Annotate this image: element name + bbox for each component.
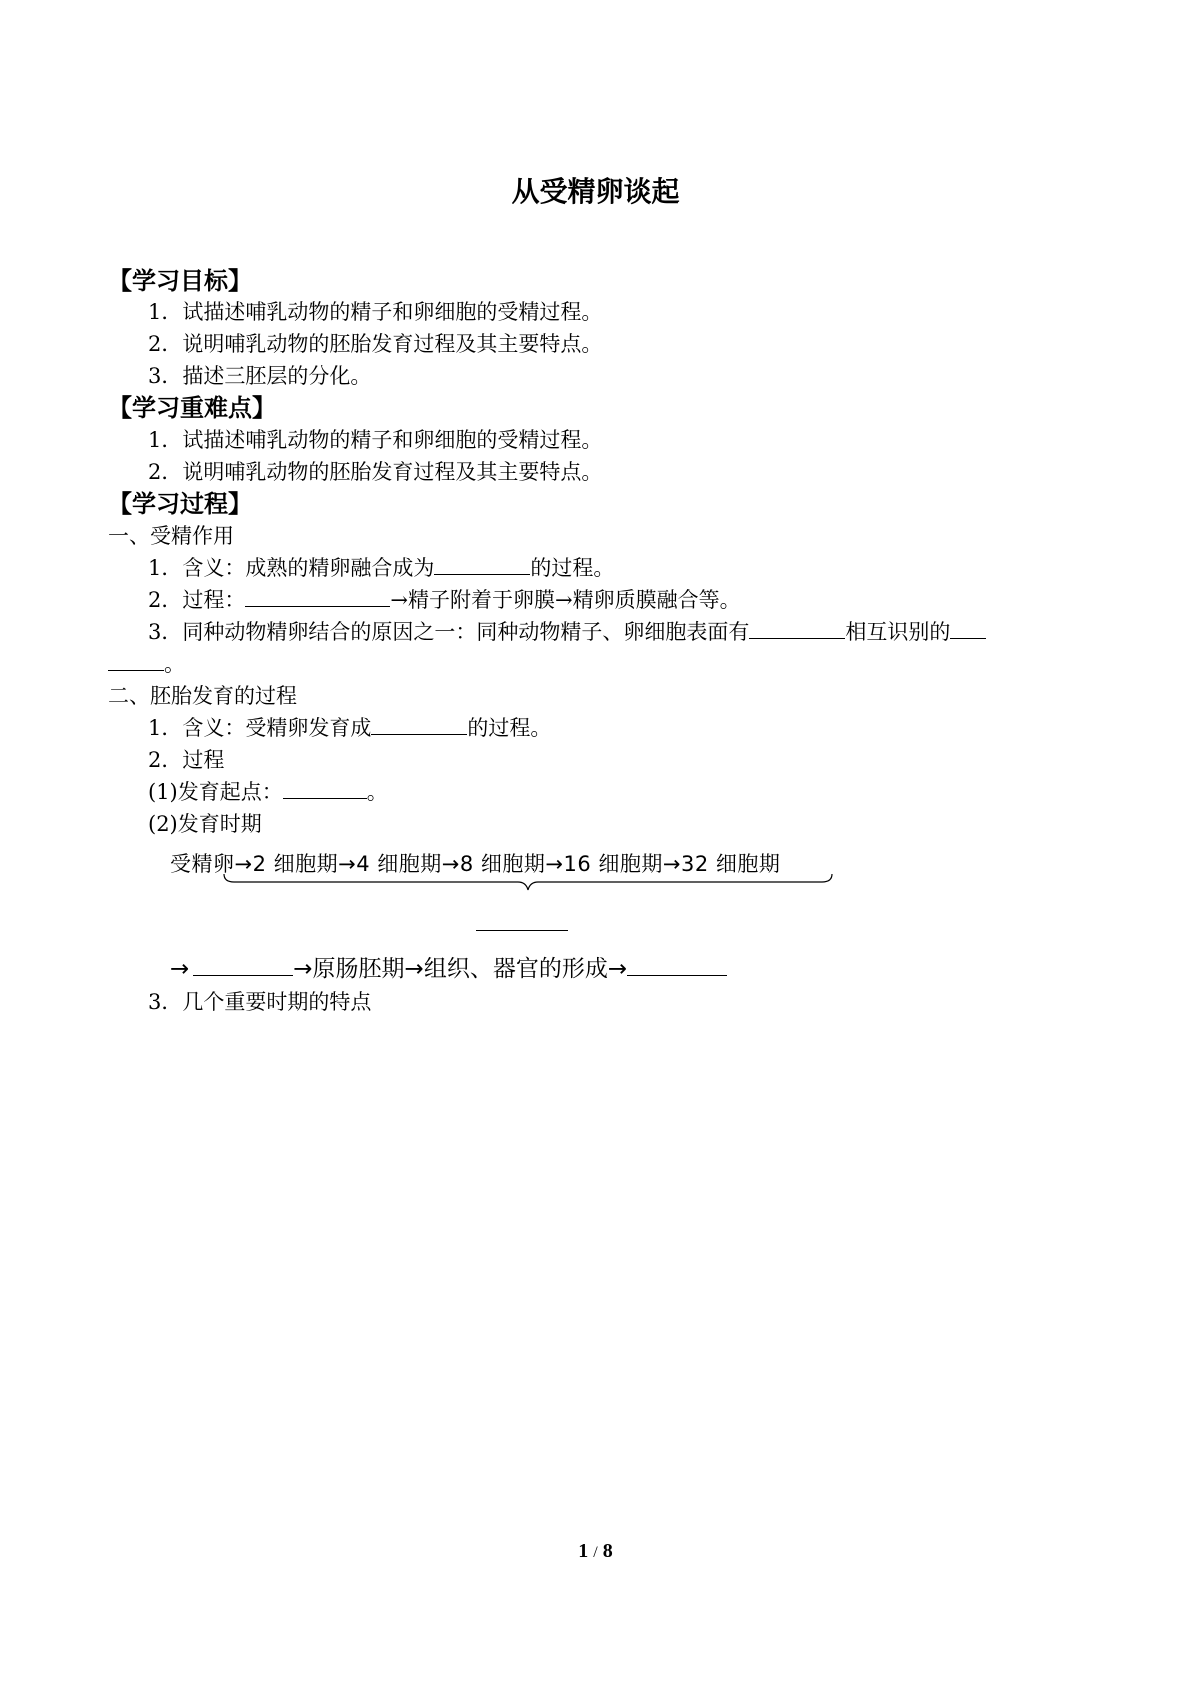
part2-sub-1 [148, 778, 388, 806]
part2-sub-2: (2)发育时期 [148, 812, 262, 836]
answer-blank[interactable] [950, 618, 986, 639]
part2-item-3: 3．几个重要时期的特点 [148, 990, 372, 1014]
key-points-heading: 【学习重难点】 [108, 394, 276, 422]
goals-heading: 【学习目标】 [108, 267, 252, 295]
page-current: 1 [578, 1540, 589, 1562]
part1-heading: 一、受精作用 [108, 524, 234, 548]
goal-item-3: 3．描述三胚层的分化。 [148, 364, 372, 388]
part2-heading: 二、胚胎发育的过程 [108, 684, 297, 708]
part2-sub1-prefix: (1)发育起点： [148, 780, 283, 804]
answer-blank[interactable] [371, 714, 467, 735]
answer-blank[interactable] [245, 586, 390, 607]
page-number [0, 1540, 1191, 1563]
part1-item-3-continued [108, 650, 185, 678]
part1-item2-prefix: 2．过程： [148, 588, 246, 612]
part1-item-2 [148, 586, 741, 614]
flow-arrow-icon: → [170, 956, 190, 982]
part2-item-2: 2．过程 [148, 748, 225, 772]
key-point-1: 1．试描述哺乳动物的精子和卵细胞的受精过程。 [148, 428, 603, 452]
page-title: 从受精卵谈起 [511, 175, 680, 208]
page-total: 8 [602, 1540, 613, 1562]
part1-item1-prefix: 1．含义：成熟的精卵融合成为 [148, 556, 435, 580]
development-flow-line-1: 受精卵→2 细胞期→4 细胞期→8 细胞期→16 细胞期→32 细胞期 [170, 852, 781, 876]
answer-blank[interactable] [108, 650, 164, 671]
part1-item1-suffix: 的过程。 [530, 556, 615, 580]
process-heading: 【学习过程】 [108, 490, 252, 518]
part2-item-1 [148, 714, 551, 742]
flow-line2-middle: →原肠胚期→组织、器官的形成→ [293, 956, 628, 982]
part1-item3-prefix: 3．同种动物精卵结合的原因之一：同种动物精子、卵细胞表面有 [148, 620, 750, 644]
goal-item-1: 1．试描述哺乳动物的精子和卵细胞的受精过程。 [148, 300, 603, 324]
answer-blank[interactable] [434, 554, 530, 575]
key-point-2: 2．说明哺乳动物的胚胎发育过程及其主要特点。 [148, 460, 603, 484]
stage-blank[interactable] [476, 930, 568, 931]
part2-item1-suffix: 的过程。 [467, 716, 552, 740]
development-flow-line-2 [170, 950, 727, 983]
goal-item-2: 2．说明哺乳动物的胚胎发育过程及其主要特点。 [148, 332, 603, 356]
part1-item3-end: 。 [164, 652, 185, 676]
brace-icon [222, 872, 834, 892]
part1-item2-suffix: →精子附着于卵膜→精卵质膜融合等。 [390, 588, 741, 612]
answer-blank[interactable] [193, 953, 293, 976]
answer-blank[interactable] [749, 618, 845, 639]
part1-item-1 [148, 554, 614, 582]
answer-blank[interactable] [627, 953, 727, 976]
part1-item3-middle: 相互识别的 [845, 620, 951, 644]
part1-item-3 [148, 618, 986, 646]
page-separator: / [593, 1544, 598, 1561]
part2-sub1-suffix: 。 [366, 780, 388, 804]
part2-item1-prefix: 1．含义：受精卵发育成 [148, 716, 372, 740]
answer-blank[interactable] [283, 778, 367, 799]
